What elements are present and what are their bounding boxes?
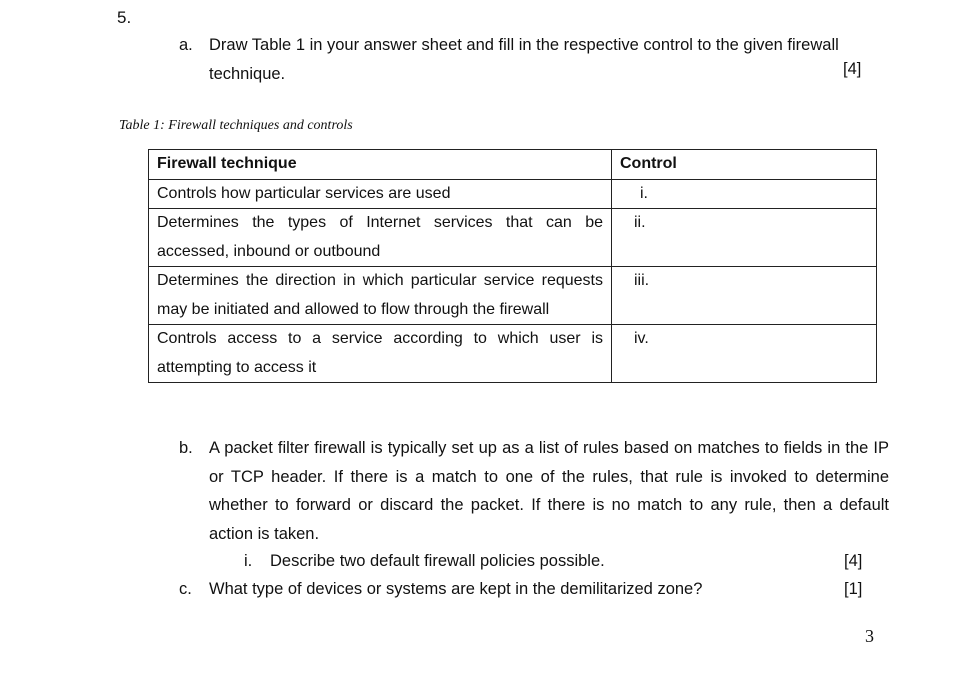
part-c-label: c. — [179, 580, 192, 598]
control-cell: iv. — [612, 325, 877, 383]
table-row — [149, 209, 877, 267]
table-row — [149, 267, 877, 325]
table-header-row — [149, 150, 877, 180]
part-a-label: a. — [179, 36, 193, 54]
part-a-text: Draw Table 1 in your answer sheet and fill in the respective control to the given firewall technique. — [209, 36, 839, 83]
table-row — [149, 179, 877, 209]
technique-cell: Controls access to a service according to which user is attempting to access it — [149, 325, 612, 383]
part-b-label: b. — [179, 439, 193, 457]
technique-cell: Controls how particular services are used — [149, 179, 612, 209]
firewall-table — [148, 149, 877, 383]
part-c-marks: [1] — [844, 580, 863, 598]
control-cell: i. — [612, 179, 877, 209]
table-row — [149, 325, 877, 383]
part-b-i-text: Describe two default firewall policies possible. — [270, 552, 605, 570]
header-control: Control — [612, 150, 877, 180]
header-technique: Firewall technique — [149, 150, 612, 180]
technique-cell: Determines the types of Internet services that can be accessed, inbound or outbound — [149, 209, 612, 267]
control-cell: ii. — [612, 209, 877, 267]
part-c-text: What type of devices or systems are kept in the demilitarized zone? — [209, 580, 703, 598]
technique-cell: Determines the direction in which particular service requests may be initiated and allowed to flow through the firewall — [149, 267, 612, 325]
part-b-i-marks: [4] — [844, 552, 863, 570]
part-a-marks: [4] — [843, 60, 862, 78]
table-caption: Table 1: Firewall techniques and controls — [119, 118, 353, 133]
part-b-text: A packet filter firewall is typically set up as a list of rules based on matches to fields in the IP or TCP header. If there is a match to one of the rules, that rule is invoked to determine whether to forward or discard the packet. If there is no match to any rule, then a default action is taken. — [209, 439, 889, 543]
control-cell: iii. — [612, 267, 877, 325]
part-b-i-label: i. — [244, 552, 253, 570]
question-number: 5. — [117, 8, 132, 27]
page-number: 3 — [865, 626, 874, 646]
